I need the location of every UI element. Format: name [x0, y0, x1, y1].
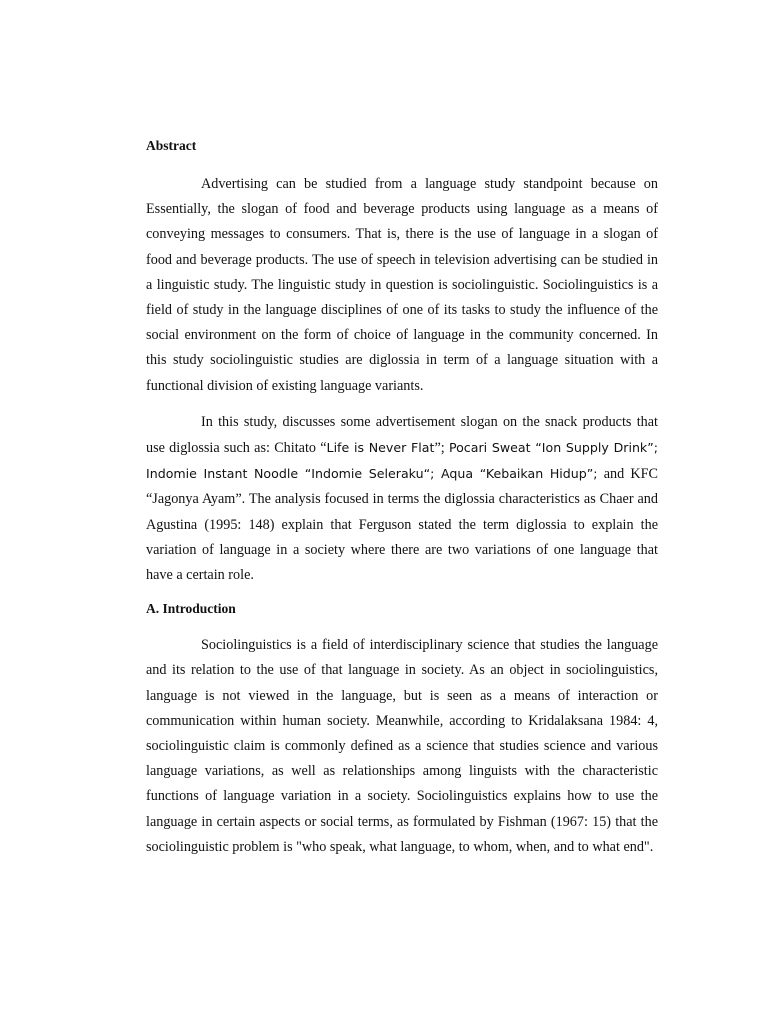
- paragraph-text: ”;: [434, 440, 449, 457]
- introduction-heading: A. Introduction: [146, 601, 236, 617]
- introduction-paragraph-1: Sociolinguistics is a field of interdisciplinary science that studies the language and its relation to the use of that language in society. As an object in sociolinguistics, language is not viewed in the language, but is seen as a means of interaction or communication within human society. Meanwhile, according to Kridalaksana 1984: 4, sociolinguistic claim is commonly defined as a science that studies science and various language variations, as well as relationships among linguists with the characteristic functions of language variation in a society. Sociolinguistics explains how to use the language in certain aspects or social terms, as formulated by Fishman (1967: 15) that the sociolinguistic problem is "who speak, what language, to whom, when, and to what end".: [146, 637, 658, 855]
- paragraph-text: In this study, discusses some advertisement slogan on the snack products that use diglossia such as: Chitato “: [146, 413, 658, 457]
- slogan-text: Life is Never Flat: [326, 440, 435, 456]
- abstract-heading: Abstract: [146, 138, 197, 153]
- abstract-paragraph-2: [146, 410, 658, 588]
- abstract-paragraph-1: Advertising can be studied from a language study standpoint because on Essentially, the slogan of food and beverage products using language as a means of conveying messages to consumers. That is, there is the use of language in a slogan of food and beverage products. The use of speech in television advertising can be studied in a linguistic study. The linguistic study in question is sociolinguistic. Sociolinguistics is a field of study in the language disciplines of one of its tasks to study the influence of the social environment on the form of choice of language in the community concerned. In this study sociolinguistic studies are diglossia in term of a language situation with a functional division of existing language variants.: [146, 176, 658, 394]
- page-content: [146, 136, 658, 860]
- paragraph-text: and KFC “Jagonya Ayam”. The analysis focused in terms the diglossia characteristics as Chaer and Agustina (1995: 148) explain that Ferguson stated the term diglossia to explain the variation of language in a society where there are two variations of one language that have a certain role.: [146, 466, 658, 584]
- slogan-text: Pocari Sweat “Ion Supply Drink”; Indomie Instant Noodle “Indomie Seleraku“; Aqua “Kebaikan Hidup”;: [146, 440, 658, 482]
